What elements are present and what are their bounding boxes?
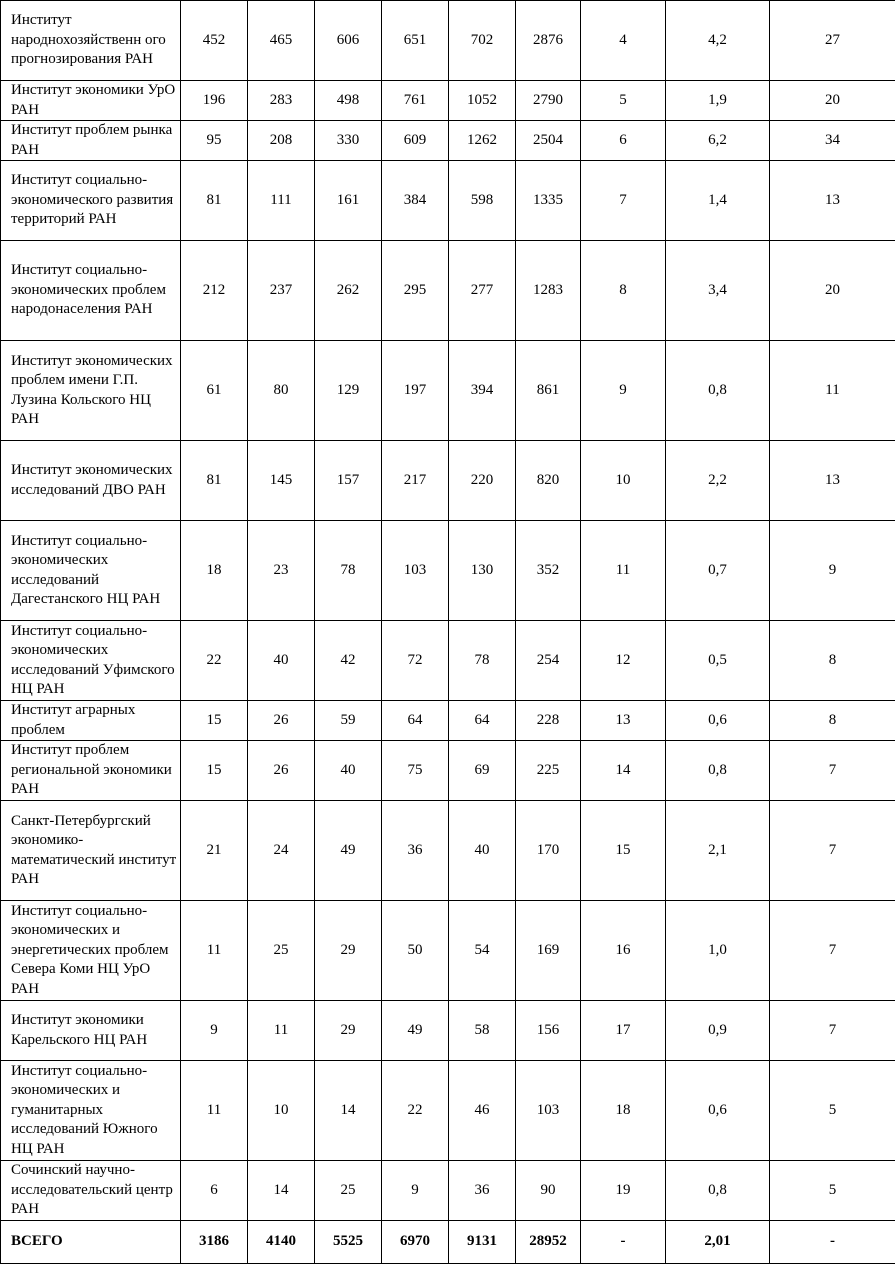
value-cell: 14 xyxy=(581,741,666,801)
value-cell: 145 xyxy=(248,441,315,521)
table-row xyxy=(1,801,895,901)
value-cell: 2,2 xyxy=(666,441,770,521)
table-row xyxy=(1,741,895,801)
value-cell: 7 xyxy=(770,741,895,801)
value-cell: 78 xyxy=(449,621,516,701)
institute-name: Институт социально-экономических и гуманитарных исследований Южного НЦ РАН xyxy=(1,1061,181,1161)
value-cell: 217 xyxy=(382,441,449,521)
value-cell: 36 xyxy=(449,1161,516,1221)
table-row xyxy=(1,901,895,1001)
value-cell: 13 xyxy=(581,701,666,741)
value-cell: 5 xyxy=(581,81,666,121)
value-cell: 40 xyxy=(315,741,382,801)
table-row xyxy=(1,621,895,701)
value-cell: 208 xyxy=(248,121,315,161)
institute-name: Институт социально-экономических проблем народонаселения РАН xyxy=(1,241,181,341)
value-cell: 59 xyxy=(315,701,382,741)
value-cell: 220 xyxy=(449,441,516,521)
value-cell: 46 xyxy=(449,1061,516,1161)
institute-name: Институт экономических проблем имени Г.П. Лузина Кольского НЦ РАН xyxy=(1,341,181,441)
value-cell: - xyxy=(770,1221,895,1264)
table-row xyxy=(1,441,895,521)
value-cell: 20 xyxy=(770,241,895,341)
value-cell: 609 xyxy=(382,121,449,161)
value-cell: 21 xyxy=(181,801,248,901)
value-cell: 11 xyxy=(181,1061,248,1161)
value-cell: 9131 xyxy=(449,1221,516,1264)
value-cell: 1,9 xyxy=(666,81,770,121)
value-cell: 28952 xyxy=(516,1221,581,1264)
value-cell: 29 xyxy=(315,901,382,1001)
value-cell: 352 xyxy=(516,521,581,621)
value-cell: 330 xyxy=(315,121,382,161)
value-cell: 2876 xyxy=(516,1,581,81)
value-cell: 25 xyxy=(315,1161,382,1221)
value-cell: 11 xyxy=(181,901,248,1001)
value-cell: 23 xyxy=(248,521,315,621)
value-cell: 9 xyxy=(581,341,666,441)
value-cell: 12 xyxy=(581,621,666,701)
value-cell: 5 xyxy=(770,1161,895,1221)
institute-name: Институт социально-экономических исследований Дагестанского НЦ РАН xyxy=(1,521,181,621)
table-row xyxy=(1,81,895,121)
value-cell: 34 xyxy=(770,121,895,161)
value-cell: 0,8 xyxy=(666,741,770,801)
value-cell: 2,01 xyxy=(666,1221,770,1264)
value-cell: 17 xyxy=(581,1001,666,1061)
value-cell: 49 xyxy=(315,801,382,901)
value-cell: 394 xyxy=(449,341,516,441)
institute-name: Санкт-Петербургский экономико-математический институт РАН xyxy=(1,801,181,901)
value-cell: 58 xyxy=(449,1001,516,1061)
value-cell: 64 xyxy=(382,701,449,741)
value-cell: 25 xyxy=(248,901,315,1001)
value-cell: 29 xyxy=(315,1001,382,1061)
value-cell: 19 xyxy=(581,1161,666,1221)
value-cell: 820 xyxy=(516,441,581,521)
value-cell: 20 xyxy=(770,81,895,121)
value-cell: 161 xyxy=(315,161,382,241)
institute-name: Институт народнохозяйственн ого прогнозирования РАН xyxy=(1,1,181,81)
value-cell: 702 xyxy=(449,1,516,81)
value-cell: 225 xyxy=(516,741,581,801)
value-cell: 7 xyxy=(770,901,895,1001)
table-row xyxy=(1,1061,895,1161)
value-cell: 6,2 xyxy=(666,121,770,161)
table-row xyxy=(1,241,895,341)
value-cell: 15 xyxy=(181,741,248,801)
value-cell: 169 xyxy=(516,901,581,1001)
table-row xyxy=(1,1161,895,1221)
value-cell: 2504 xyxy=(516,121,581,161)
value-cell: 156 xyxy=(516,1001,581,1061)
value-cell: 130 xyxy=(449,521,516,621)
value-cell: 26 xyxy=(248,741,315,801)
value-cell: 1283 xyxy=(516,241,581,341)
institute-name: Институт аграрных проблем xyxy=(1,701,181,741)
value-cell: 0,7 xyxy=(666,521,770,621)
value-cell: 254 xyxy=(516,621,581,701)
value-cell: 40 xyxy=(449,801,516,901)
value-cell: 49 xyxy=(382,1001,449,1061)
value-cell: 6 xyxy=(181,1161,248,1221)
value-cell: 5 xyxy=(770,1061,895,1161)
value-cell: 228 xyxy=(516,701,581,741)
value-cell: 14 xyxy=(248,1161,315,1221)
value-cell: 50 xyxy=(382,901,449,1001)
table-row xyxy=(1,1001,895,1061)
value-cell: 384 xyxy=(382,161,449,241)
value-cell: 81 xyxy=(181,441,248,521)
value-cell: 9 xyxy=(770,521,895,621)
value-cell: 1335 xyxy=(516,161,581,241)
value-cell: 72 xyxy=(382,621,449,701)
value-cell: 651 xyxy=(382,1,449,81)
value-cell: 0,8 xyxy=(666,1161,770,1221)
value-cell: 81 xyxy=(181,161,248,241)
table-row xyxy=(1,341,895,441)
value-cell: 10 xyxy=(581,441,666,521)
value-cell: 0,5 xyxy=(666,621,770,701)
value-cell: 78 xyxy=(315,521,382,621)
value-cell: 27 xyxy=(770,1,895,81)
value-cell: 452 xyxy=(181,1,248,81)
value-cell: 40 xyxy=(248,621,315,701)
value-cell: 54 xyxy=(449,901,516,1001)
value-cell: 761 xyxy=(382,81,449,121)
value-cell: 26 xyxy=(248,701,315,741)
value-cell: 18 xyxy=(581,1061,666,1161)
value-cell: 196 xyxy=(181,81,248,121)
value-cell: 11 xyxy=(581,521,666,621)
table-row xyxy=(1,701,895,741)
institute-name: Институт проблем рынка РАН xyxy=(1,121,181,161)
institute-name: Институт экономических исследований ДВО РАН xyxy=(1,441,181,521)
value-cell: - xyxy=(581,1221,666,1264)
value-cell: 4140 xyxy=(248,1221,315,1264)
institute-name: Институт социально-экономического развития территорий РАН xyxy=(1,161,181,241)
table-row xyxy=(1,521,895,621)
value-cell: 262 xyxy=(315,241,382,341)
value-cell: 64 xyxy=(449,701,516,741)
value-cell: 103 xyxy=(382,521,449,621)
institute-name: Институт социально-экономических и энергетических проблем Севера Коми НЦ УрО РАН xyxy=(1,901,181,1001)
value-cell: 295 xyxy=(382,241,449,341)
value-cell: 7 xyxy=(770,801,895,901)
value-cell: 5525 xyxy=(315,1221,382,1264)
value-cell: 0,6 xyxy=(666,701,770,741)
value-cell: 1052 xyxy=(449,81,516,121)
value-cell: 90 xyxy=(516,1161,581,1221)
total-label: ВСЕГО xyxy=(1,1221,181,1264)
table-row xyxy=(1,121,895,161)
value-cell: 0,6 xyxy=(666,1061,770,1161)
value-cell: 498 xyxy=(315,81,382,121)
value-cell: 15 xyxy=(581,801,666,901)
value-cell: 157 xyxy=(315,441,382,521)
total-row xyxy=(1,1221,895,1264)
value-cell: 11 xyxy=(770,341,895,441)
value-cell: 606 xyxy=(315,1,382,81)
value-cell: 22 xyxy=(181,621,248,701)
value-cell: 69 xyxy=(449,741,516,801)
value-cell: 80 xyxy=(248,341,315,441)
value-cell: 277 xyxy=(449,241,516,341)
value-cell: 1,0 xyxy=(666,901,770,1001)
value-cell: 42 xyxy=(315,621,382,701)
value-cell: 3,4 xyxy=(666,241,770,341)
value-cell: 111 xyxy=(248,161,315,241)
value-cell: 16 xyxy=(581,901,666,1001)
value-cell: 8 xyxy=(770,621,895,701)
value-cell: 283 xyxy=(248,81,315,121)
table-row xyxy=(1,161,895,241)
value-cell: 13 xyxy=(770,161,895,241)
value-cell: 14 xyxy=(315,1061,382,1161)
institute-name: Институт экономики УрО РАН xyxy=(1,81,181,121)
value-cell: 598 xyxy=(449,161,516,241)
value-cell: 212 xyxy=(181,241,248,341)
value-cell: 0,8 xyxy=(666,341,770,441)
value-cell: 465 xyxy=(248,1,315,81)
institute-name: Институт экономики Карельского НЦ РАН xyxy=(1,1001,181,1061)
table-row xyxy=(1,1,895,81)
value-cell: 1,4 xyxy=(666,161,770,241)
value-cell: 22 xyxy=(382,1061,449,1161)
value-cell: 861 xyxy=(516,341,581,441)
value-cell: 13 xyxy=(770,441,895,521)
value-cell: 24 xyxy=(248,801,315,901)
value-cell: 7 xyxy=(770,1001,895,1061)
value-cell: 95 xyxy=(181,121,248,161)
value-cell: 197 xyxy=(382,341,449,441)
value-cell: 6970 xyxy=(382,1221,449,1264)
value-cell: 18 xyxy=(181,521,248,621)
institute-name: Институт проблем региональной экономики РАН xyxy=(1,741,181,801)
value-cell: 7 xyxy=(581,161,666,241)
value-cell: 0,9 xyxy=(666,1001,770,1061)
value-cell: 4,2 xyxy=(666,1,770,81)
value-cell: 11 xyxy=(248,1001,315,1061)
value-cell: 10 xyxy=(248,1061,315,1161)
institute-name: Сочинский научно-исследовательский центр РАН xyxy=(1,1161,181,1221)
value-cell: 15 xyxy=(181,701,248,741)
value-cell: 9 xyxy=(181,1001,248,1061)
value-cell: 1262 xyxy=(449,121,516,161)
value-cell: 2790 xyxy=(516,81,581,121)
value-cell: 8 xyxy=(770,701,895,741)
value-cell: 75 xyxy=(382,741,449,801)
value-cell: 8 xyxy=(581,241,666,341)
value-cell: 3186 xyxy=(181,1221,248,1264)
value-cell: 170 xyxy=(516,801,581,901)
value-cell: 2,1 xyxy=(666,801,770,901)
value-cell: 61 xyxy=(181,341,248,441)
value-cell: 4 xyxy=(581,1,666,81)
value-cell: 237 xyxy=(248,241,315,341)
table-body xyxy=(1,1,895,1264)
value-cell: 6 xyxy=(581,121,666,161)
value-cell: 9 xyxy=(382,1161,449,1221)
value-cell: 36 xyxy=(382,801,449,901)
institute-name: Институт социально-экономических исследований Уфимского НЦ РАН xyxy=(1,621,181,701)
value-cell: 129 xyxy=(315,341,382,441)
value-cell: 103 xyxy=(516,1061,581,1161)
